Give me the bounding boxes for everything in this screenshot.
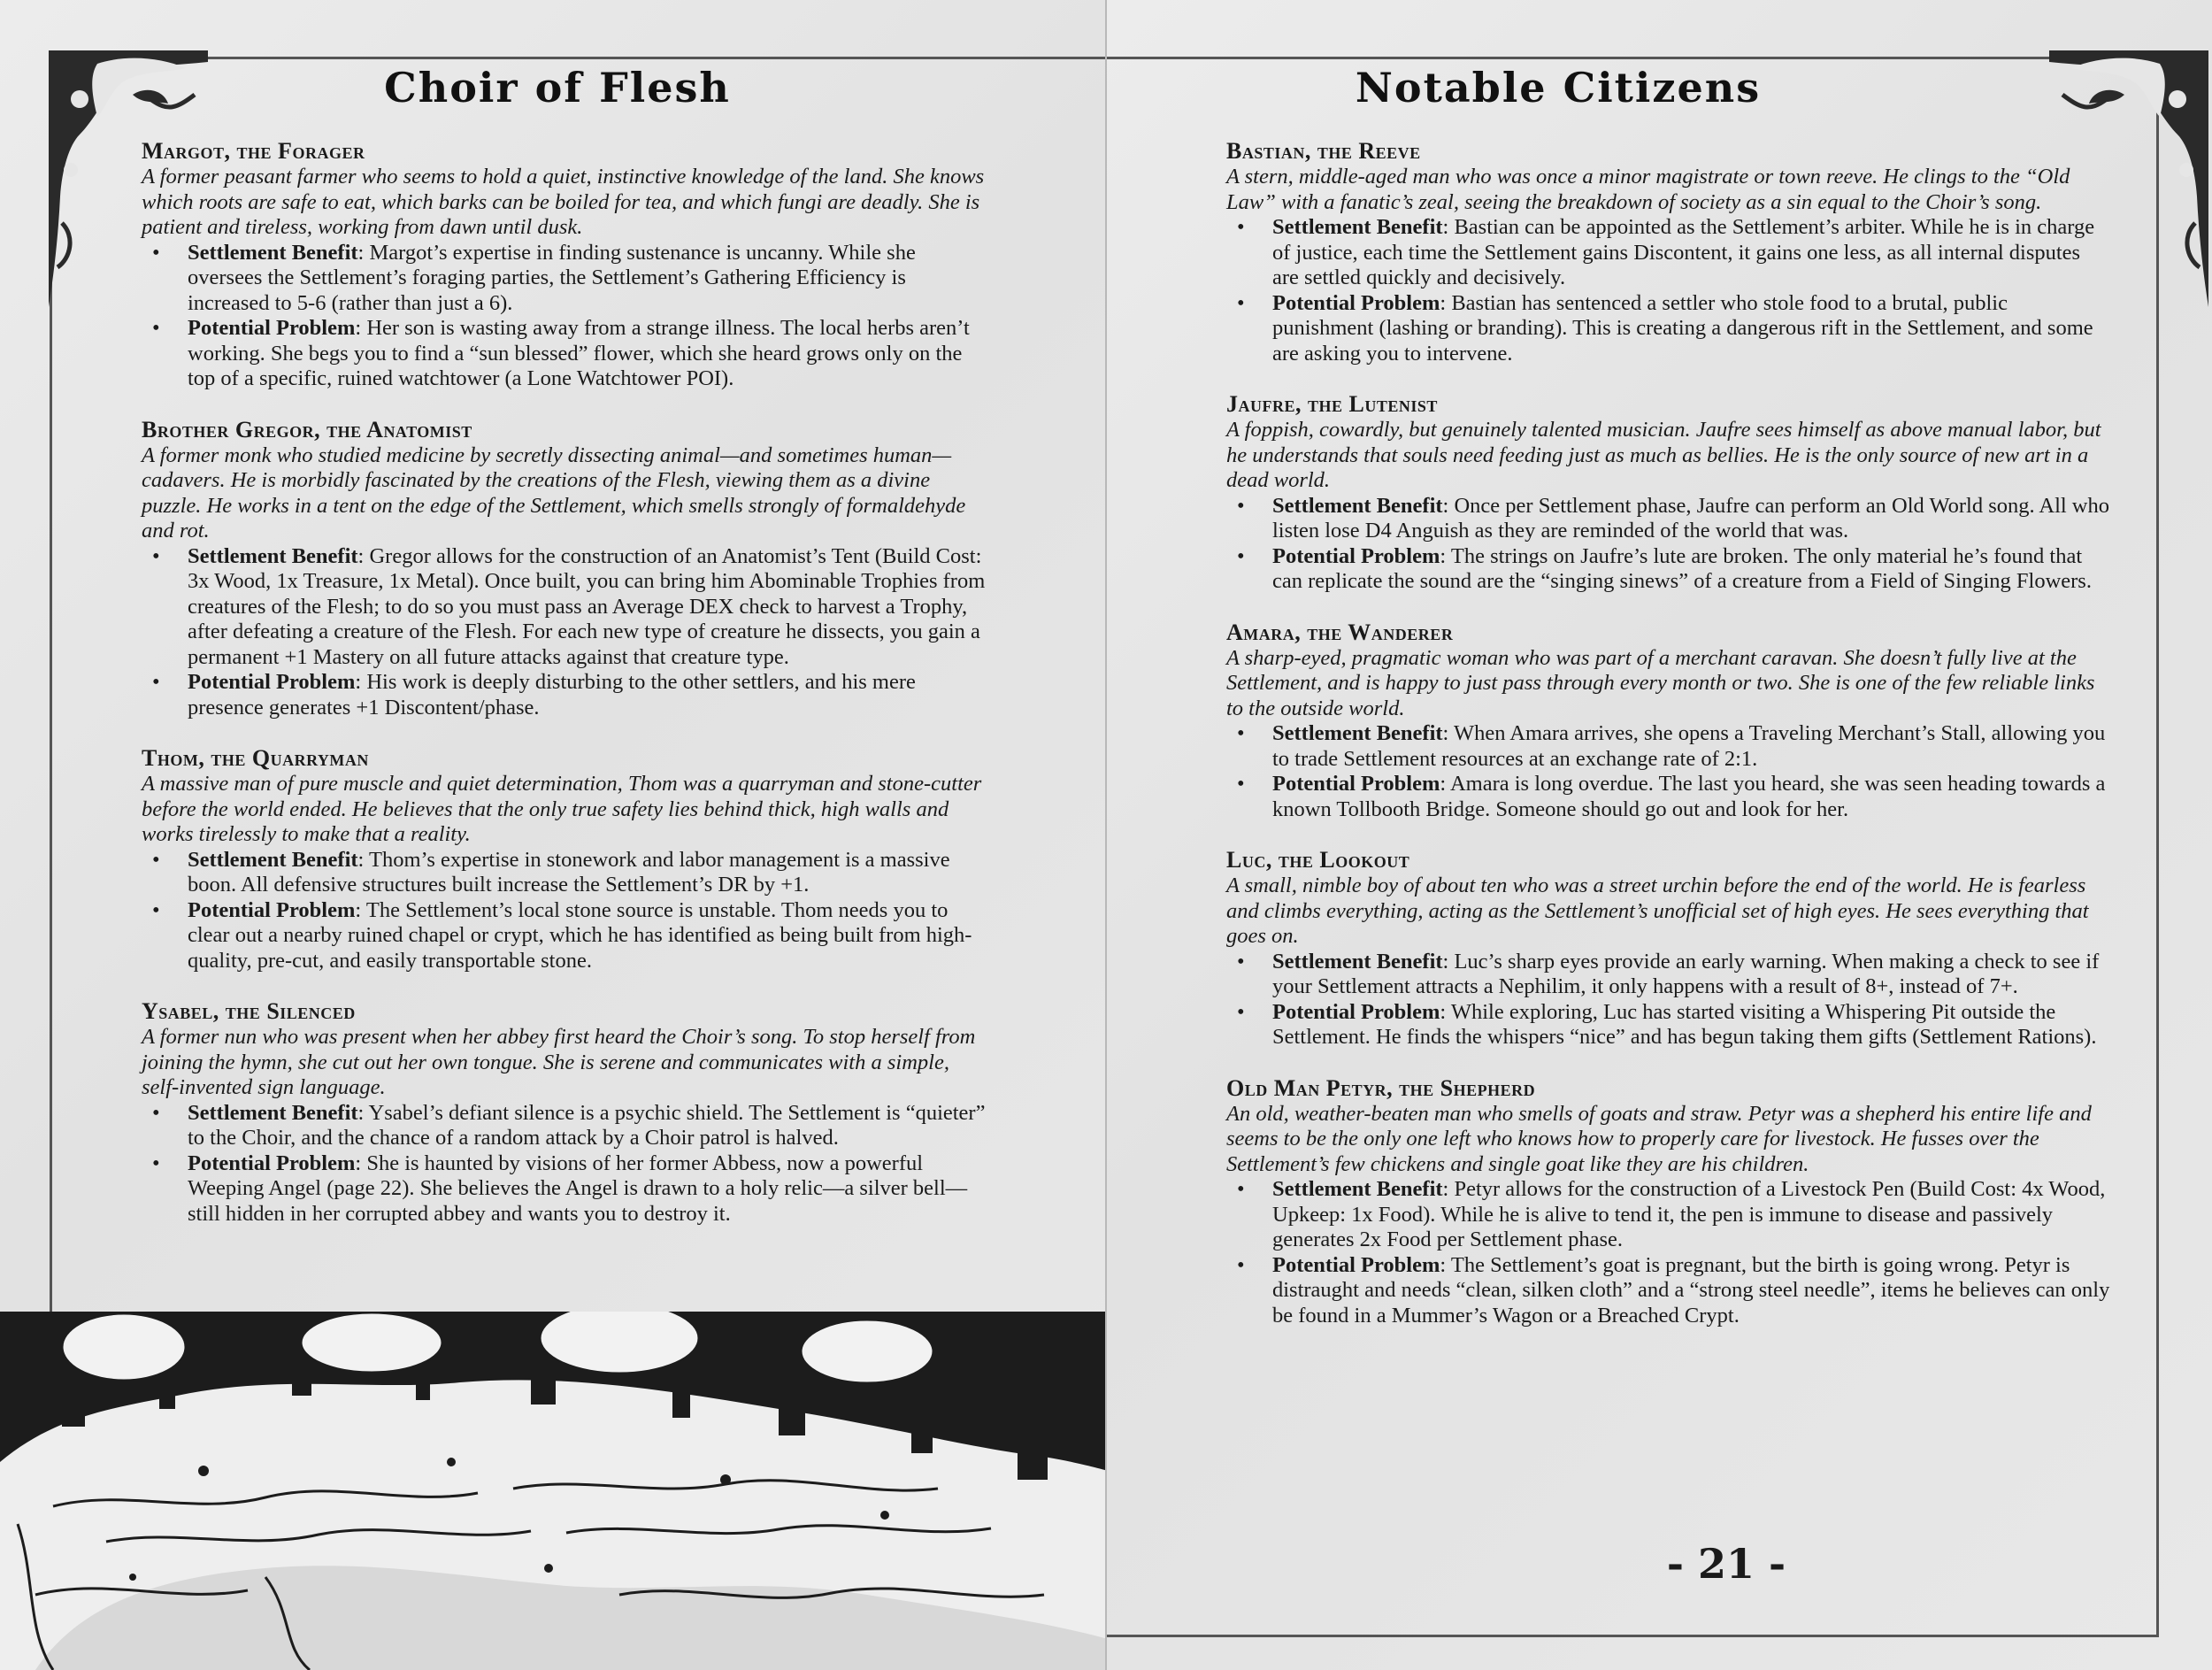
problem-label: Potential Problem (188, 670, 356, 694)
benefit-text: : Petyr allows for the construction of a Livestock Pen (Build Cost: 4x Wood, Upkeep: 1x Food). While he is alive to tend it, the pen is immune to disease and passively generates 2x Food per Settlement phase. (1272, 1177, 2106, 1251)
problem-item (1226, 772, 2111, 822)
citizen-entry (142, 417, 991, 721)
citizen-description: A foppish, cowardly, but genuinely talented musician. Jaufre sees himself as above manual labor, but he understands that souls need feeding just as much as bellies. He is the only source of new art in a dead world. (1226, 418, 2101, 492)
bullet-icon: • (152, 1100, 160, 1125)
citizen-name: Old Man Petyr, the Shepherd (1226, 1074, 1536, 1101)
citizen-description: A small, nimble boy of about ten who was a street urchin before the end of the world. He is fearless and climbs everything, acting as the Settlement’s unofficial set of high eyes. He sees everything that goes on. (1226, 873, 2089, 948)
problem-text: : While exploring, Luc has started visiting a Whispering Pit outside the Settlement. He finds the whispers “nice” and has begun taking them gifts (Settlement Rations). (1272, 999, 2097, 1049)
bullet-icon: • (1237, 999, 1245, 1024)
problem-item (1226, 544, 2111, 595)
citizen-details (142, 848, 991, 974)
benefit-label: Settlement Benefit (188, 847, 358, 872)
benefit-text: : Once per Settlement phase, Jaufre can perform an Old World song. All who listen lose D4 Anguish as they are reminded of the world that was. (1272, 493, 2110, 543)
problem-label: Potential Problem (188, 1151, 356, 1175)
citizen-name: Margot, the Forager (142, 138, 365, 164)
bullet-icon: • (152, 1151, 160, 1175)
bullet-icon: • (152, 897, 160, 922)
problem-item (142, 670, 991, 720)
citizen-description: A former nun who was present when her abbey first heard the Choir’s song. To stop herself from joining the hymn, she cut out her own tongue. She is serene and communicates with a simple, self-invented sign language. (142, 1025, 976, 1099)
problem-label: Potential Problem (1272, 999, 1440, 1024)
citizen-description: A massive man of pure muscle and quiet determination, Thom was a quarryman and stone-cutter before the world ended. He believes that the only true safety lies behind thick, high walls and works tirelessly to make that a reality. (142, 772, 982, 846)
bullet-icon: • (152, 670, 160, 694)
problem-text: : Bastian has sentenced a settler who stole food to a brutal, public punishment (lashing or branding). This is creating a dangerous rift in the Settlement, and some are asking you to intervene. (1272, 290, 2093, 366)
benefit-item (1226, 215, 2111, 291)
citizen-details (1226, 494, 2111, 595)
problem-label: Potential Problem (1272, 543, 1440, 568)
benefit-text: : Bastian can be appointed as the Settlement’s arbiter. While he is in charge of justice, each time the Settlement gains Discontent, it gains one less, as all internal disputes are settled quickly and decisively. (1272, 215, 2095, 289)
bullet-icon: • (1237, 1177, 1245, 1201)
bullet-icon: • (1237, 1252, 1245, 1277)
problem-label: Potential Problem (188, 897, 356, 922)
citizen-name: Bastian, the Reeve (1226, 138, 1421, 164)
citizen-description: An old, weather-beaten man who smells of goats and straw. Petyr was a shepherd his entire life and seems to be the only one left who knows how to properly care for livestock. He fusses over the Settlement’s few chickens and single goat like they are his children. (1226, 1101, 2092, 1176)
citizen-name: Brother Gregor, the Anatomist (142, 416, 472, 443)
benefit-text: : Margot’s expertise in finding sustenance is uncanny. While she oversees the Settlement’s foraging parties, the Settlement’s Gathering Efficiency is increased to 5-6 (rather than just a 6). (188, 240, 916, 315)
problem-text: : Amara is long overdue. The last you heard, she was seen heading towards a known Tollbooth Bridge. Someone should go out and look for her. (1272, 772, 2106, 821)
problem-item (142, 1151, 991, 1227)
benefit-label: Settlement Benefit (1272, 721, 1443, 745)
citizen-entry (142, 138, 991, 392)
bullet-icon: • (152, 847, 160, 872)
problem-item (142, 316, 991, 392)
bullet-icon: • (1237, 290, 1245, 315)
problem-text: : She is haunted by visions of her former Abbess, now a powerful Weeping Angel (page 22). She believes the Angel is drawn to a holy relic—a silver bell—still hidden in her corrupted abbey and wants you to destroy it. (188, 1151, 968, 1226)
citizen-name: Luc, the Lookout (1226, 847, 1410, 873)
problem-item (1226, 1253, 2111, 1329)
citizen-details (142, 241, 991, 392)
bullet-icon: • (1237, 772, 1245, 796)
problem-label: Potential Problem (1272, 772, 1440, 796)
benefit-item (142, 1101, 991, 1151)
citizen-entry (1226, 391, 2111, 595)
benefit-text: : Ysabel’s defiant silence is a psychic shield. The Settlement is “quieter” to the Choir, and the chance of a random attack by a Choir patrol is halved. (188, 1100, 986, 1150)
benefit-label: Settlement Benefit (188, 1100, 358, 1125)
citizen-description: A stern, middle-aged man who was once a minor magistrate or town reeve. He clings to the “Old Law” with a fanatic’s zeal, seeing the breakdown of society as a sin equal to the Choir’s song. (1226, 165, 2070, 214)
problem-text: : The strings on Jaufre’s lute are broken. The only material he’s found that can replicate the sound are the “singing sinews” of a creature from a Field of Singing Flowers. (1272, 543, 2092, 593)
benefit-item (1226, 1177, 2111, 1253)
benefit-label: Settlement Benefit (1272, 949, 1443, 974)
bullet-icon: • (152, 543, 160, 568)
page-number: - 21 - (1666, 1540, 1786, 1588)
benefit-item (142, 848, 991, 898)
benefit-text: : Luc’s sharp eyes provide an early warning. When making a check to see if your Settlement attracts a Nephilim, it only happens with a result of 8+, instead of 7+. (1272, 949, 2100, 998)
problem-text: : The Settlement’s local stone source is unstable. Thom needs you to clear out a nearby ruined chapel or crypt, which he has identified as being built from high-quality, pre-cut, and easily transportable stone. (188, 897, 972, 973)
benefit-text: : Gregor allows for the construction of an Anatomist’s Tent (Build Cost: 3x Wood, 1x Treasure, 1x Metal). Once built, you can bring him Abominable Trophies from creatures of the Flesh; to do so you must pass an Average DEX check to harvest a Trophy, after defeating a creature of the Flesh. For each new type of creature he dissects, you gain a permanent +1 Mastery on all future attacks against that creature type. (188, 543, 986, 669)
citizen-name: Amara, the Wanderer (1226, 619, 1454, 645)
problem-text: : His work is deeply disturbing to the other settlers, and his mere presence generates +1 Discontent/phase. (188, 670, 916, 720)
citizen-description: A former monk who studied medicine by secretly dissecting animal—and sometimes human—cadavers. He is morbidly fascinated by the creations of the Flesh, viewing them as a divine puzzle. He works in a tent on the edge of the Settlement, which smells strongly of formaldehyde and rot. (142, 443, 966, 543)
benefit-label: Settlement Benefit (1272, 1177, 1443, 1201)
citizen-entry (142, 745, 991, 974)
citizen-details (1226, 1177, 2111, 1328)
right-column (1226, 138, 2111, 1353)
bullet-icon: • (152, 316, 160, 340)
left-column (142, 138, 991, 1251)
benefit-label: Settlement Benefit (1272, 493, 1443, 518)
citizen-entry (142, 998, 991, 1227)
problem-label: Potential Problem (1272, 290, 1440, 315)
benefit-text: : Thom’s expertise in stonework and labor management is a massive boon. All defensive structures built increase the Settlement’s DR by +1. (188, 847, 950, 897)
citizen-entry (1226, 138, 2111, 366)
citizen-details (1226, 721, 2111, 822)
benefit-item (1226, 721, 2111, 772)
citizen-details (142, 1101, 991, 1227)
benefit-label: Settlement Benefit (188, 543, 358, 568)
benefit-item (1226, 950, 2111, 1000)
benefit-label: Settlement Benefit (188, 240, 358, 265)
problem-label: Potential Problem (188, 316, 356, 340)
bullet-icon: • (152, 240, 160, 265)
benefit-label: Settlement Benefit (1272, 215, 1443, 239)
citizen-details (1226, 215, 2111, 366)
problem-item (1226, 1000, 2111, 1050)
citizen-entry (1226, 620, 2111, 823)
bullet-icon: • (1237, 493, 1245, 518)
benefit-item (1226, 494, 2111, 544)
problem-item (1226, 291, 2111, 367)
benefit-text: : When Amara arrives, she opens a Traveling Merchant’s Stall, allowing you to trade Settlement resources at an exchange rate of 2:1. (1272, 721, 2106, 771)
citizen-details (142, 544, 991, 721)
citizen-details (1226, 950, 2111, 1050)
citizen-description: A former peasant farmer who seems to hold a quiet, instinctive knowledge of the land. She knows which roots are safe to eat, which barks can be boiled for tea, and which fungi are deadly. She is patient and tireless, working from dawn until dusk. (142, 165, 985, 239)
citizen-name: Thom, the Quarryman (142, 745, 369, 771)
citizen-name: Jaufre, the Lutenist (1226, 391, 1438, 417)
problem-text: : Her son is wasting away from a strange illness. The local herbs aren’t working. She begs you to find a “sun blessed” flower, which she heard grows only on the top of a specific, ruined watchtower (a Lone Watchtower POI). (188, 316, 970, 390)
right-page (1107, 0, 2212, 1670)
problem-item (142, 898, 991, 974)
page-title: Notable Citizens (1355, 64, 1762, 112)
citizen-entry (1226, 847, 2111, 1050)
citizen-name: Ysabel, the Silenced (142, 998, 356, 1024)
problem-text: : The Settlement’s goat is pregnant, but the birth is going wrong. Petyr is distraught and needs “clean, silken cloth” and a “strong steel needle”, items he believes can only be found in a Mummer’s Wagon or a Breached Crypt. (1272, 1252, 2110, 1328)
citizen-entry (1226, 1075, 2111, 1329)
problem-label: Potential Problem (1272, 1252, 1440, 1277)
bullet-icon: • (1237, 949, 1245, 974)
bullet-icon: • (1237, 215, 1245, 239)
benefit-item (142, 241, 991, 317)
citizen-description: A sharp-eyed, pragmatic woman who was part of a merchant caravan. She doesn’t fully live at the Settlement, and is happy to just pass through every month or two. She is one of the few reliable links to the outside world. (1226, 645, 2095, 720)
forest-illustration (0, 1312, 1107, 1670)
bullet-icon: • (1237, 721, 1245, 745)
bullet-icon: • (1237, 543, 1245, 568)
page-title: Choir of Flesh (384, 64, 731, 112)
benefit-item (142, 544, 991, 671)
